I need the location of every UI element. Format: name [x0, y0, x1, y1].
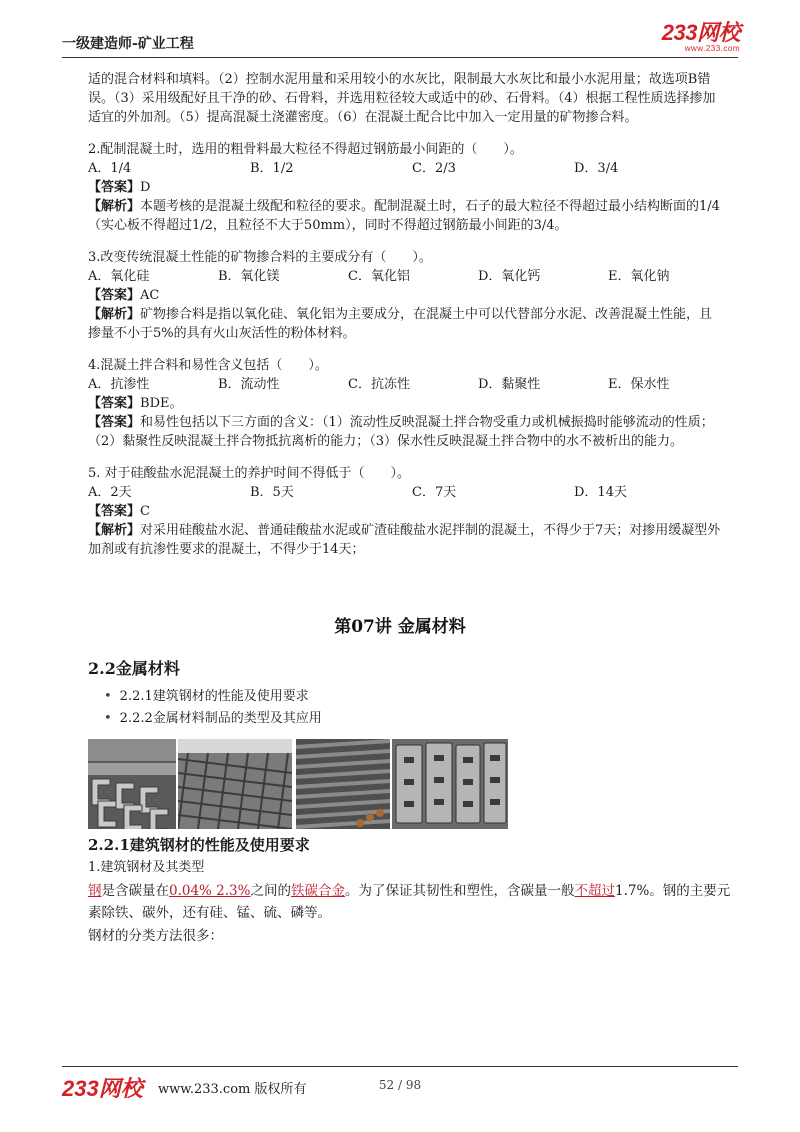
- answer-label: 【答案】: [88, 180, 141, 195]
- analysis-label: 【解析】: [88, 199, 141, 214]
- question-stem: 4.混凝土拌合料和易性含义包括（ ）。: [88, 358, 328, 373]
- question-2: [88, 140, 724, 235]
- bullet-list: [104, 686, 322, 730]
- option-d: D．14天: [574, 485, 627, 500]
- heading-steel-performance: 2.2.1建筑钢材的性能及使用要求: [88, 836, 310, 854]
- option-b: B．1/2: [250, 161, 294, 176]
- question-stem: 5. 对于硅酸盐水泥混凝土的养护时间不得低于（ ）。: [88, 466, 411, 481]
- question-5: [88, 464, 724, 559]
- question-3: [88, 248, 724, 343]
- brand-logo[interactable]: [662, 22, 740, 53]
- answer-line: [88, 502, 724, 521]
- answer-line: [88, 178, 724, 197]
- analysis-label: 【答案】: [88, 415, 141, 430]
- option-d: D．氧化钙: [478, 269, 541, 284]
- option-c: C．2/3: [412, 161, 456, 176]
- option-a: A．2天: [88, 485, 132, 500]
- analysis-line: [88, 521, 724, 559]
- question-4: [88, 356, 724, 451]
- option-c: C．7天: [412, 485, 457, 500]
- answer-value: C: [140, 504, 150, 519]
- analysis-text: 本题考核的是混凝土级配和粒径的要求。配制混凝土时，石子的最大粒径不得超过最小结构断面的1/4（实心板不得超过1/2，且粒径不大于50mm），同时不得超过钢筋最小间距的3/4。: [88, 199, 720, 233]
- logo-main: 233网校: [661, 20, 740, 45]
- analysis-text: 和易性包括以下三方面的含义：（1）流动性反映混凝土拌合物受重力或机械振捣时能够流动的性质；（2）黏聚性反映混凝土拌合物抵抗离析的能力；（3）保水性反映混凝土拌合物中的水不被析出的能力。: [88, 415, 714, 449]
- analysis-line: [88, 305, 724, 343]
- analysis-text: 对采用硅酸盐水泥、普通硅酸盐水泥或矿渣硅酸盐水泥拌制的混凝土，不得少于7天；对掺用缓凝型外加剂或有抗渗性要求的混凝土，不得少于14天；: [88, 523, 721, 557]
- carbon-range: 0.04% 2.3%: [169, 883, 251, 899]
- footer-rule: [62, 1066, 738, 1067]
- analysis-text: 矿物掺合料是指以氧化硅、氧化铝为主要成分，在混凝土中可以代替部分水泥、改善混凝土性能，且掺量不小于5%的具有火山灰活性的粉体材料。: [88, 307, 713, 341]
- answer-value: BDE。: [140, 396, 183, 411]
- question-stem: 2.配制混凝土时，选用的粗骨料最大粒径不得超过钢筋最小间距的（ ）。: [88, 142, 523, 157]
- rebar-bundle-photo: [296, 739, 390, 829]
- classification-intro: 钢材的分类方法很多：: [88, 928, 223, 944]
- header-rule: [62, 57, 738, 58]
- options-row: [88, 159, 724, 178]
- option-d: D．黏聚性: [478, 377, 541, 392]
- analysis-line: [88, 413, 724, 451]
- steel-definition-paragraph: [88, 880, 738, 924]
- bullet-item: • 2.2.1建筑钢材的性能及使用要求: [104, 686, 322, 708]
- analysis-line: [88, 197, 724, 235]
- option-d: D．3/4: [574, 161, 619, 176]
- text-segment: 。为了保证其韧性和塑性，含碳量一般: [344, 883, 575, 899]
- option-c: C．氧化铝: [348, 269, 410, 284]
- question-stem: 3.改变传统混凝土性能的矿物掺合料的主要成分有（ ）。: [88, 250, 432, 265]
- steel-channel-photo: [88, 739, 176, 829]
- answer-value: D: [140, 180, 151, 195]
- section-title: 第07讲 金属材料: [334, 617, 466, 637]
- page-number: 52 / 98: [378, 1078, 422, 1092]
- footer-copyright: www.233.com 版权所有: [158, 1082, 307, 1097]
- term-not-exceed: 不超过: [574, 883, 615, 899]
- answer-line: [88, 394, 724, 413]
- answer-label: 【答案】: [88, 396, 141, 411]
- text-segment: 1.7%。钢的主要元素除铁、碳外，还有硅、锰、硫、磷等。: [88, 883, 731, 921]
- subheading-steel-types: 1.建筑钢材及其类型: [88, 860, 205, 875]
- main-content: [88, 70, 724, 559]
- option-b: B．5天: [250, 485, 294, 500]
- answer-label: 【答案】: [88, 288, 141, 303]
- analysis-label: 【解析】: [88, 307, 141, 322]
- options-row: [88, 375, 724, 394]
- answer-label: 【答案】: [88, 504, 141, 519]
- option-a: A．氧化硅: [88, 269, 150, 284]
- text-segment: 是含碳量在: [101, 883, 169, 899]
- option-e: E．保水性: [608, 377, 670, 392]
- heading-metal-materials: 2.2金属材料: [88, 659, 180, 678]
- options-row: [88, 267, 724, 286]
- text-segment: 之间的: [250, 883, 291, 899]
- footer-logo[interactable]: 233网校: [62, 1076, 143, 1101]
- option-b: B．流动性: [218, 377, 280, 392]
- logo-url: www.233.com: [684, 44, 740, 53]
- header-title: 一级建造师-矿业工程: [62, 36, 194, 52]
- option-c: C．抗冻性: [348, 377, 410, 392]
- answer-line: [88, 286, 724, 305]
- steel-parts-photo: [392, 739, 508, 829]
- analysis-label: 【解析】: [88, 523, 141, 538]
- option-e: E．氧化钠: [608, 269, 670, 284]
- intro-paragraph: 适的混合材料和填料。（2）控制水泥用量和采用较小的水灰比，限制最大水灰比和最小水泥用量；故选项B错误。（3）采用级配好且干净的砂、石骨料，并选用粒径较大或适中的砂、石骨料。（4）根据工程性质选择掺加适宜的外加剂。（5）提高混凝土浇灌密度。（6）在混凝土配合比中加入一定用量的矿物掺合料。: [88, 72, 716, 125]
- term-iron-carbon-alloy: 铁碳合金: [290, 883, 345, 899]
- term-steel: 钢: [88, 883, 102, 899]
- option-b: B．氧化镁: [218, 269, 280, 284]
- answer-value: AC: [140, 288, 160, 303]
- bullet-item: • 2.2.2金属材料制品的类型及其应用: [104, 708, 322, 730]
- option-a: A．1/4: [88, 161, 132, 176]
- rebar-mesh-photo: [178, 739, 292, 829]
- option-a: A．抗渗性: [88, 377, 150, 392]
- options-row: [88, 483, 724, 502]
